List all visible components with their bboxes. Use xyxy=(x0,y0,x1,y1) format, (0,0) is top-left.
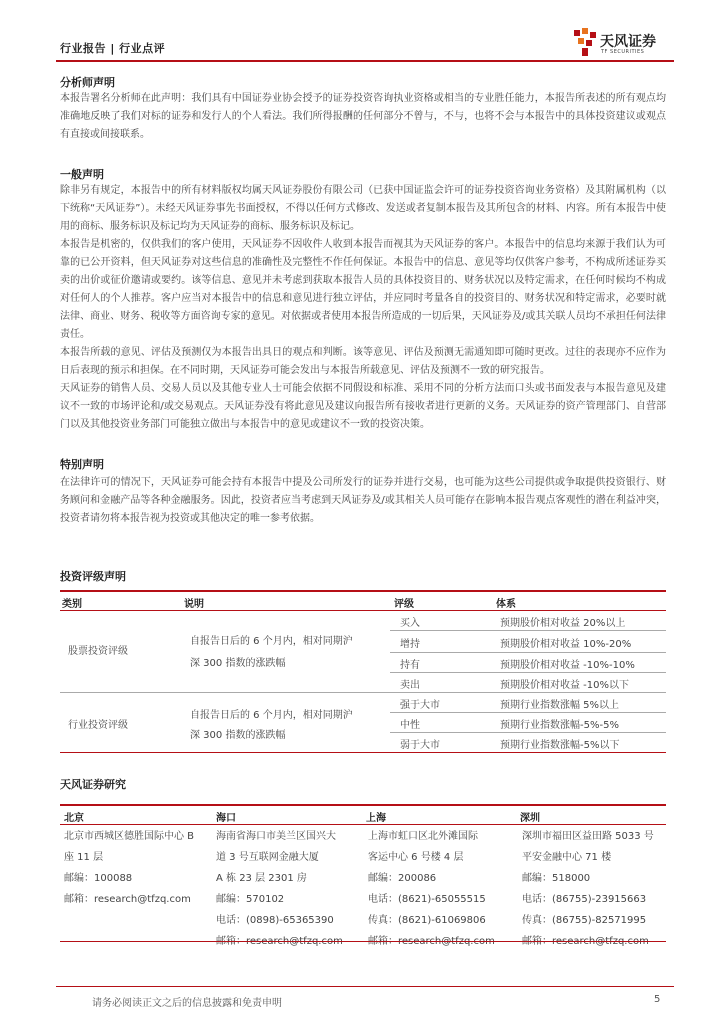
city-beijing: 北京 xyxy=(64,813,84,824)
rating-name: 中性 xyxy=(400,720,420,731)
footer-divider xyxy=(56,986,674,987)
header-divider xyxy=(56,60,674,62)
contact-line: 电话：(0898)-65365390 xyxy=(216,915,334,926)
city-shenzhen: 深圳 xyxy=(520,813,540,824)
special-statement-text: 在法律许可的情况下，天风证券可能会持有本报告中提及公司所发行的证券并进行交易，也可能为这些公司提供或争取提供投资银行、财务顾问和金融产品等各种金融服务。因此，投资者应当考虑到天风证券及/或其相关人员可能存在影响本报告观点客观性的潜在利益冲突，投资者请勿将本报告视为投资或其他决定的唯一参考依据。 xyxy=(60,477,666,524)
contacts-bottom-rule xyxy=(60,941,666,942)
row-divider xyxy=(390,652,666,653)
contact-line: 传真：(86755)-82571995 xyxy=(522,915,647,926)
stock-rating-desc-line2: 深 300 指数的涨跌幅 xyxy=(190,658,286,669)
contacts-header xyxy=(60,804,666,825)
stock-rating-category: 股票投资评级 xyxy=(68,646,128,657)
rating-header-description: 说明 xyxy=(184,599,204,610)
contact-shenzhen xyxy=(522,826,654,952)
contact-email[interactable]: 邮箱：research@tfzq.com xyxy=(64,894,191,905)
rating-name: 持有 xyxy=(400,660,420,671)
analyst-statement-text: 本报告署名分析师在此声明：我们具有中国证券业协会授予的证券投资咨询执业资格或相当的专业胜任能力，本报告所表述的所有观点均准确地反映了我们对标的证券和发行人的个人看法。我们所得报酬的任何部分不曾与，不与，也将不会与本报告中的具体投资建议或观点有直接或间接联系。 xyxy=(60,93,666,140)
industry-rating-desc-line2: 深 300 指数的涨跌幅 xyxy=(190,730,286,741)
logo-mark-icon xyxy=(572,24,600,60)
rating-system: 预期股价相对收益 -10%-10% xyxy=(500,660,635,671)
rating-name: 弱于大市 xyxy=(400,740,440,751)
contact-line: 电话：(86755)-23915663 xyxy=(522,894,647,905)
contact-line: 客运中心 6 号楼 4 层 xyxy=(368,852,464,863)
rating-table-header xyxy=(60,590,666,611)
contact-line: 邮编：100088 xyxy=(64,873,133,884)
row-divider xyxy=(390,672,666,673)
contact-haikou xyxy=(216,826,343,952)
report-type-header: 行业报告 | 行业点评 xyxy=(60,42,166,55)
contact-shanghai xyxy=(368,826,495,952)
row-divider xyxy=(390,732,666,733)
research-contacts-title: 天风证券研究 xyxy=(60,778,126,791)
contact-line: A 栋 23 层 2301 房 xyxy=(216,873,307,884)
table-bottom-rule xyxy=(60,752,666,753)
rating-name: 卖出 xyxy=(400,680,420,691)
general-paragraph-4: 天风证券的销售人员、交易人员以及其他专业人士可能会依据不同假设和标准、采用不同的分析方法而口头或书面发表与本报告意见及建议不一致的市场评论和/或交易观点。天风证券没有将此意见及建议向报告所有接收者进行更新的义务。天风证券的资产管理部门、自营部门以及其他投资业务部门可能独立做出与本报告中的意见或建议不一致的投资决策。 xyxy=(60,383,666,430)
row-divider xyxy=(390,712,666,713)
contact-line: 邮编：518000 xyxy=(522,873,591,884)
disclosure-note: 请务必阅读正文之后的信息披露和免责申明 xyxy=(92,998,282,1009)
contact-line: 电话：(8621)-65055515 xyxy=(368,894,486,905)
general-statement-title: 一般声明 xyxy=(60,168,104,181)
contact-line: 邮编：570102 xyxy=(216,894,285,905)
page-number: 5 xyxy=(654,994,661,1005)
section-divider xyxy=(60,692,666,693)
rating-system: 预期行业指数涨幅-5%以下 xyxy=(500,740,620,751)
city-haikou: 海口 xyxy=(216,813,236,824)
rating-system: 预期股价相对收益 10%-20% xyxy=(500,639,632,650)
rating-name: 增持 xyxy=(400,639,420,650)
rating-system: 预期行业指数涨幅-5%-5% xyxy=(500,720,619,731)
contact-line: 北京市西城区德胜国际中心 B xyxy=(64,831,195,842)
general-paragraph-3: 本报告所载的意见、评估及预测仅为本报告出具日的观点和判断。该等意见、评估及预测无需通知即可随时更改。过往的表现亦不应作为日后表现的预示和担保。在不同时期，天风证券可能会发出与本报告所载意见、评估及预测不一致的研究报告。 xyxy=(60,347,666,376)
contact-line: 传真：(8621)-61069806 xyxy=(368,915,486,926)
contact-line: 上海市虹口区北外滩国际 xyxy=(368,831,478,842)
rating-system: 预期股价相对收益 20%以上 xyxy=(500,618,626,629)
general-paragraph-2: 本报告是机密的，仅供我们的客户使用，天风证券不因收件人收到本报告而视其为天风证券的客户。本报告中的信息均来源于我们认为可靠的已公开资料，但天风证券对这些信息的准确性及完整性不作任何保证。本报告中的信息、意见等均仅供客户参考，不构成所述证券买卖的出价或征价邀请或要约。该等信息、意见并未考虑到获取本报告人员的具体投资目的、财务状况以及特定需求，在任何时候均不构成对任何人的个人推荐。客户应当对本报告中的信息和意见进行独立评估，并应同时考量各自的投资目的、财务状况和特定需求，必要时就法律、商业、财务、税收等方面咨询专家的意见。对依据或者使用本报告所造成的一切后果，天风证券及/或其关联人员均不承担任何法律责任。 xyxy=(60,239,666,340)
contact-beijing xyxy=(64,826,194,910)
rating-system: 预期股价相对收益 -10%以下 xyxy=(500,680,630,691)
contact-line: 海南省海口市美兰区国兴大 xyxy=(216,831,336,842)
rating-name: 买入 xyxy=(400,618,420,629)
general-statement-text xyxy=(60,182,666,434)
rating-header-system: 体系 xyxy=(496,599,516,610)
industry-rating-desc-line1: 自报告日后的 6 个月内，相对同期沪 xyxy=(190,710,353,721)
logo-text: 天风证券 xyxy=(600,34,656,50)
industry-rating-category: 行业投资评级 xyxy=(68,720,128,731)
row-divider xyxy=(390,630,666,631)
analyst-statement-title: 分析师声明 xyxy=(60,76,115,89)
contact-line: 深圳市福田区益田路 5033 号 xyxy=(522,831,654,842)
contact-line: 道 3 号互联网金融大厦 xyxy=(216,852,319,863)
stock-rating-desc-line1: 自报告日后的 6 个月内，相对同期沪 xyxy=(190,636,353,647)
contact-line: 平安金融中心 71 楼 xyxy=(522,852,612,863)
rating-header-rating: 评级 xyxy=(394,599,414,610)
tf-securities-logo xyxy=(572,22,672,62)
rating-name: 强于大市 xyxy=(400,700,440,711)
logo-subtext: TF SECURITIES xyxy=(601,49,645,55)
contact-line: 邮编：200086 xyxy=(368,873,437,884)
special-statement-title: 特别声明 xyxy=(60,458,104,471)
rating-system: 预期行业指数涨幅 5%以上 xyxy=(500,700,620,711)
general-paragraph-1: 除非另有规定，本报告中的所有材料版权均属天风证券股份有限公司（已获中国证监会许可的证券投资咨询业务资格）及其附属机构（以下统称“天风证券”）。未经天风证券事先书面授权，不得以任何方式修改、发送或者复制本报告及其所包含的材料、内容。所有本报告中使用的商标、服务标识及标记均为天风证券的商标、服务标识及标记。 xyxy=(60,185,666,232)
city-shanghai: 上海 xyxy=(366,813,386,824)
rating-header-category: 类别 xyxy=(62,599,82,610)
contact-line: 座 11 层 xyxy=(64,852,104,863)
rating-statement-title: 投资评级声明 xyxy=(60,570,126,583)
